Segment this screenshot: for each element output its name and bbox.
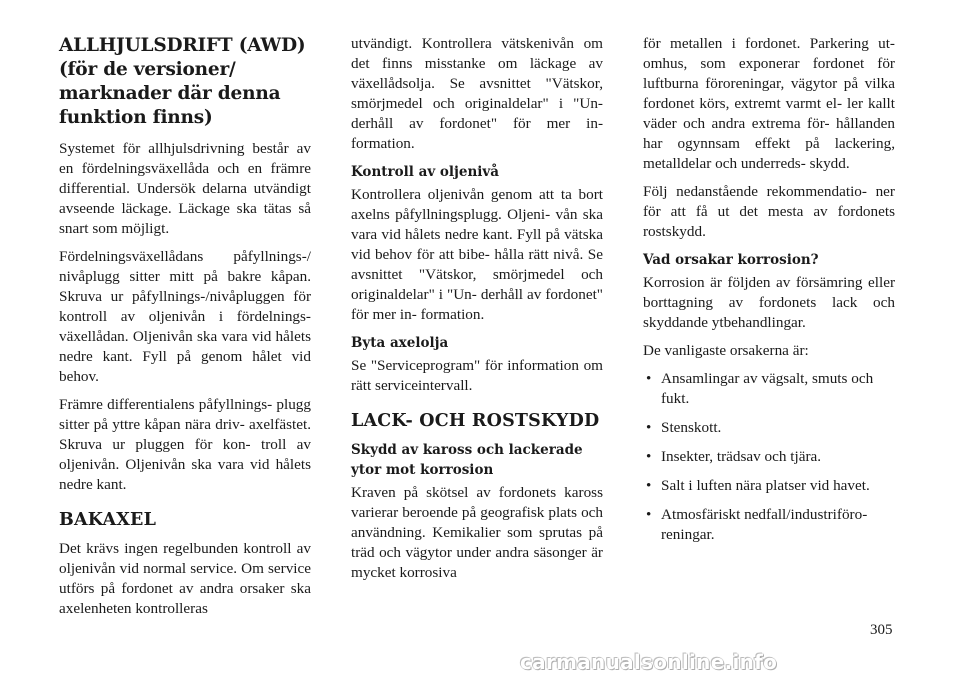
column-2 [351,34,603,591]
heading-bakaxel: BAKAXEL [59,510,157,530]
list-item: • Salt i luften nära platser vid havet. [643,476,895,496]
watermark-text: carmanualsonline.info [520,650,778,674]
paragraph-rear-axle-continued: utvändigt. Kontrollera vätskenivån om det finns misstanke om läckage av växellådsolja. Se avsnittet "Vätskor, smörjmedel och originaldelar" i "Un- derhåll av fordonet" för mer in- formation. [351,35,603,152]
subheading-axle-oil-change: Byta axelolja [351,335,449,351]
page-number: 305 [870,622,893,638]
column-3 [643,34,895,554]
subheading-corrosion-cause: Vad orsakar korrosion? [643,252,819,268]
list-item: • Insekter, trädsav och tjära. [643,447,895,467]
paragraph-awd-system: Systemet för allhjulsdrivning består av en fördelningsväxellåda och en främre differential. Undersök delarna utvändigt avseende läckage. Läckage ska tätas så snart som möjligt. [59,140,311,237]
heading-allhjulsdrift: ALLHJULSDRIFT (AWD) (för de versioner/ marknader där denna funktion finns) [59,35,306,128]
list-item: • Atmosfäriskt nedfall/industriföro- reningar. [643,505,895,545]
paragraph-recommendations: Följ nedanstående rekommendatio- ner för att få ut det mesta av fordonets rostskydd. [643,183,895,240]
paragraph-rear-axle: Det krävs ingen regelbunden kontroll av oljenivån vid normal service. Om service utförs på fordonet av andra orsaker ska axelenheten kontrolleras [59,540,311,617]
heading-lack-och-rostskydd: LACK- OCH ROSTSKYDD [351,411,600,431]
subheading-body-protection: Skydd av kaross och lackerade ytor mot korrosion [351,442,583,478]
paragraph-corrosion-definition: Korrosion är följden av försämring eller borttagning av fordonets lack och skyddande ytbehandlingar. [643,274,895,331]
paragraph-body-care-continued: för metallen i fordonet. Parkering ut- omhus, som exponerar fordonet för luftburna föroreningar, vägytor på vilka fordonet körs, extremt varmt el- ler kallt väder och andra extrema för- hållanden har ogynnsam effekt på lackering, metalldelar och underreds- skydd. [643,35,895,172]
paragraph-oil-level-check: Kontrollera oljenivån genom att ta bort axelns påfyllningsplugg. Oljeni- vån ska vara vid hålets nedre kant. Fyll på vätska vid behov för att bibe- hålla rätt nivå. Se avsnittet "Vätskor, smörjmedel och originaldelar" i "Un- derhåll av fordonet" för mer in- formation. [351,186,603,323]
subheading-oil-level-check: Kontroll av oljenivå [351,164,499,180]
paragraph-axle-oil-change: Se "Serviceprogram" för information om rätt serviceintervall. [351,357,603,394]
column-1 [59,34,311,627]
paragraph-front-differential: Främre differentialens påfyllnings- plugg sitter på yttre kåpan nära driv- axelfästet. Skruva ur pluggen för kon- troll av oljenivån. Oljenivån ska vara vid hålets nedre kant. [59,396,311,493]
paragraph-common-causes: De vanligaste orsakerna är: [643,342,809,359]
paragraph-transfer-case: Fördelningsväxellådans påfyllnings-/ nivåplugg sitter mitt på bakre kåpan. Skruva ur påfyllnings-/nivåpluggen för kontroll av oljenivån i fördelnings- växellådan. Oljenivån ska vara vid hålets nedre kant. Fyll på genom hålet vid behov. [59,248,311,385]
list-item: • Ansamlingar av vägsalt, smuts och fukt. [643,369,895,409]
paragraph-body-care: Kraven på skötsel av fordonets kaross varierar beroende på geografisk plats och användning. Kemikalier som sprutas på träd och vägytor under andra säsonger är mycket korrosiva [351,484,603,581]
corrosion-causes-list [643,369,895,545]
list-item: • Stenskott. [643,418,895,438]
